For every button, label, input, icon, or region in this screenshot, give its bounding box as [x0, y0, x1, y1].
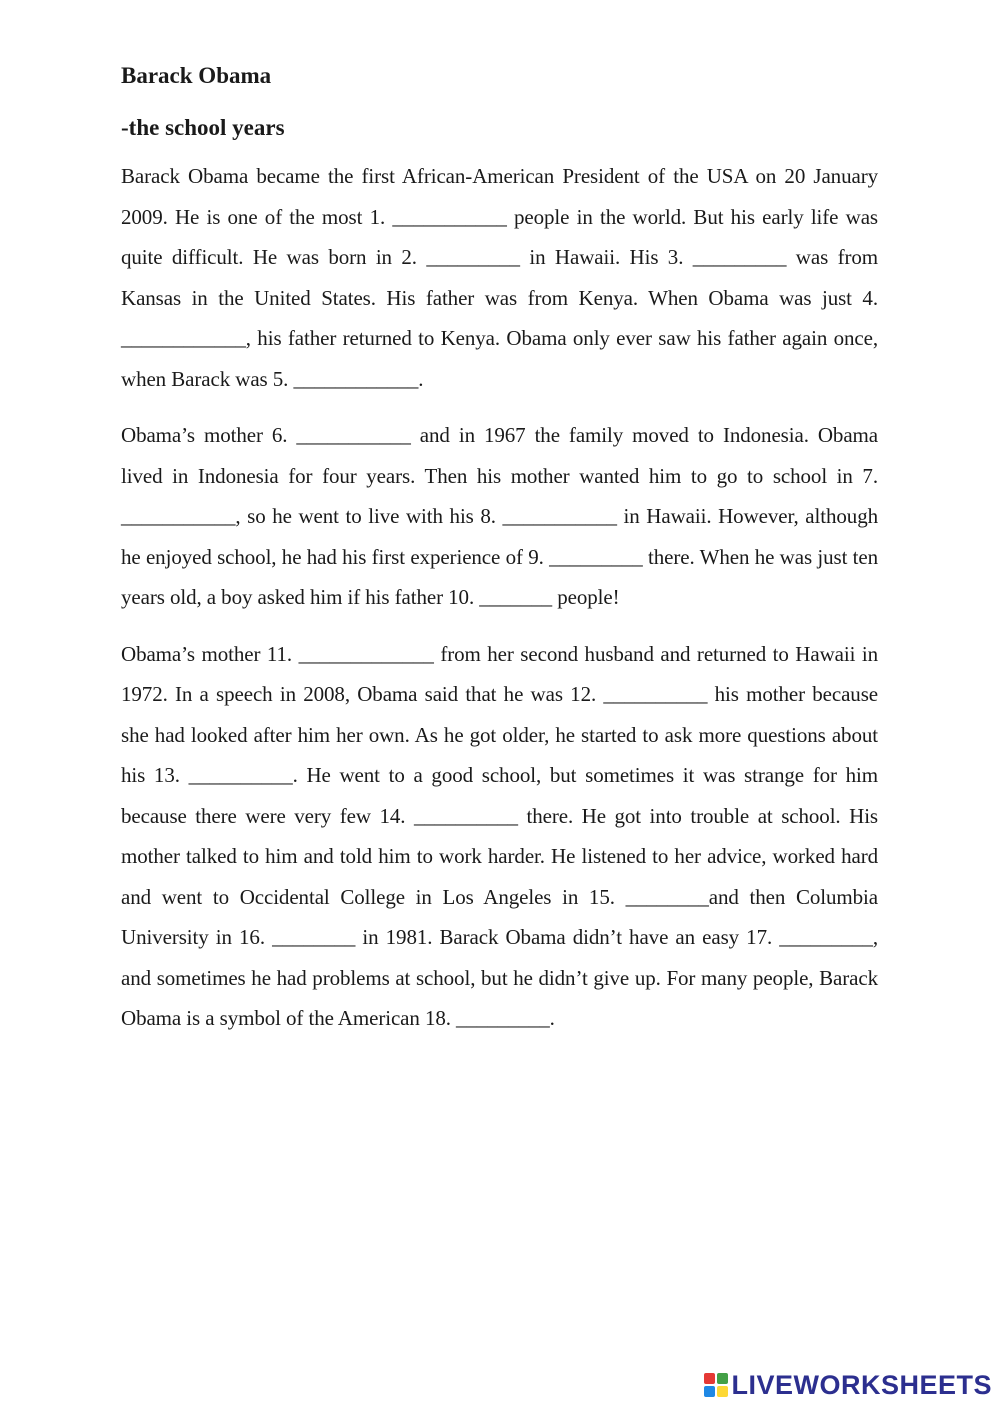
logo-text: LIVEWORKSHEETS: [731, 1370, 992, 1400]
paragraph-1: Barack Obama became the first African-American President of the USA on 20 January 2009. He is one of the most 1. ___________ people in the world. But his early life was quite difficult. He was born in 2. _________ in Hawaii. His 3. _________ was from Kansas in the United States. His father was from Kenya. When Obama was just 4. ____________, his father returned to Kenya. Obama only ever saw his father again once, when Barack was 5. ____________.: [121, 164, 878, 391]
logo-square-yellow: [717, 1386, 728, 1397]
liveworksheets-logo-icon: [704, 1373, 728, 1397]
page-subtitle: -the school years: [121, 115, 285, 140]
paragraph-2: Obama’s mother 6. ___________ and in 1967 the family moved to Indonesia. Obama lived in Indonesia for four years. Then his mother wanted him to go to school in 7. ___________, so he went to live with his 8. ___________ in Hawaii. However, although he enjoyed school, he had his first experience of 9. _________ there. When he was just ten years old, a boy asked him if his father 10. _______ people!: [121, 423, 878, 609]
paragraph-3: Obama’s mother 11. _____________ from her second husband and returned to Hawaii in 1972. In a speech in 2008, Obama said that he was 12. __________ his mother because she had looked after him her own. As he got older, he started to ask more questions about his 13. __________. He went to a good school, but sometimes it was strange for him because there were very few 14. __________ there. He got into trouble at school. His mother talked to him and told him to work harder. He listened to her advice, worked hard and went to Occidental College in Los Angeles in 15. ________and then Columbia University in 16. ________ in 1981. Barack Obama didn’t have an easy 17. _________, and sometimes he had problems at school, but he didn’t give up. For many people, Barack Obama is a symbol of the American 18. _________.: [121, 641, 878, 1030]
logo-square-green: [717, 1373, 728, 1384]
liveworksheets-logo: [704, 1371, 992, 1399]
logo-square-red: [704, 1373, 715, 1384]
page-title: Barack Obama: [121, 63, 272, 88]
worksheet-page: [121, 58, 878, 1055]
logo-square-blue: [704, 1386, 715, 1397]
